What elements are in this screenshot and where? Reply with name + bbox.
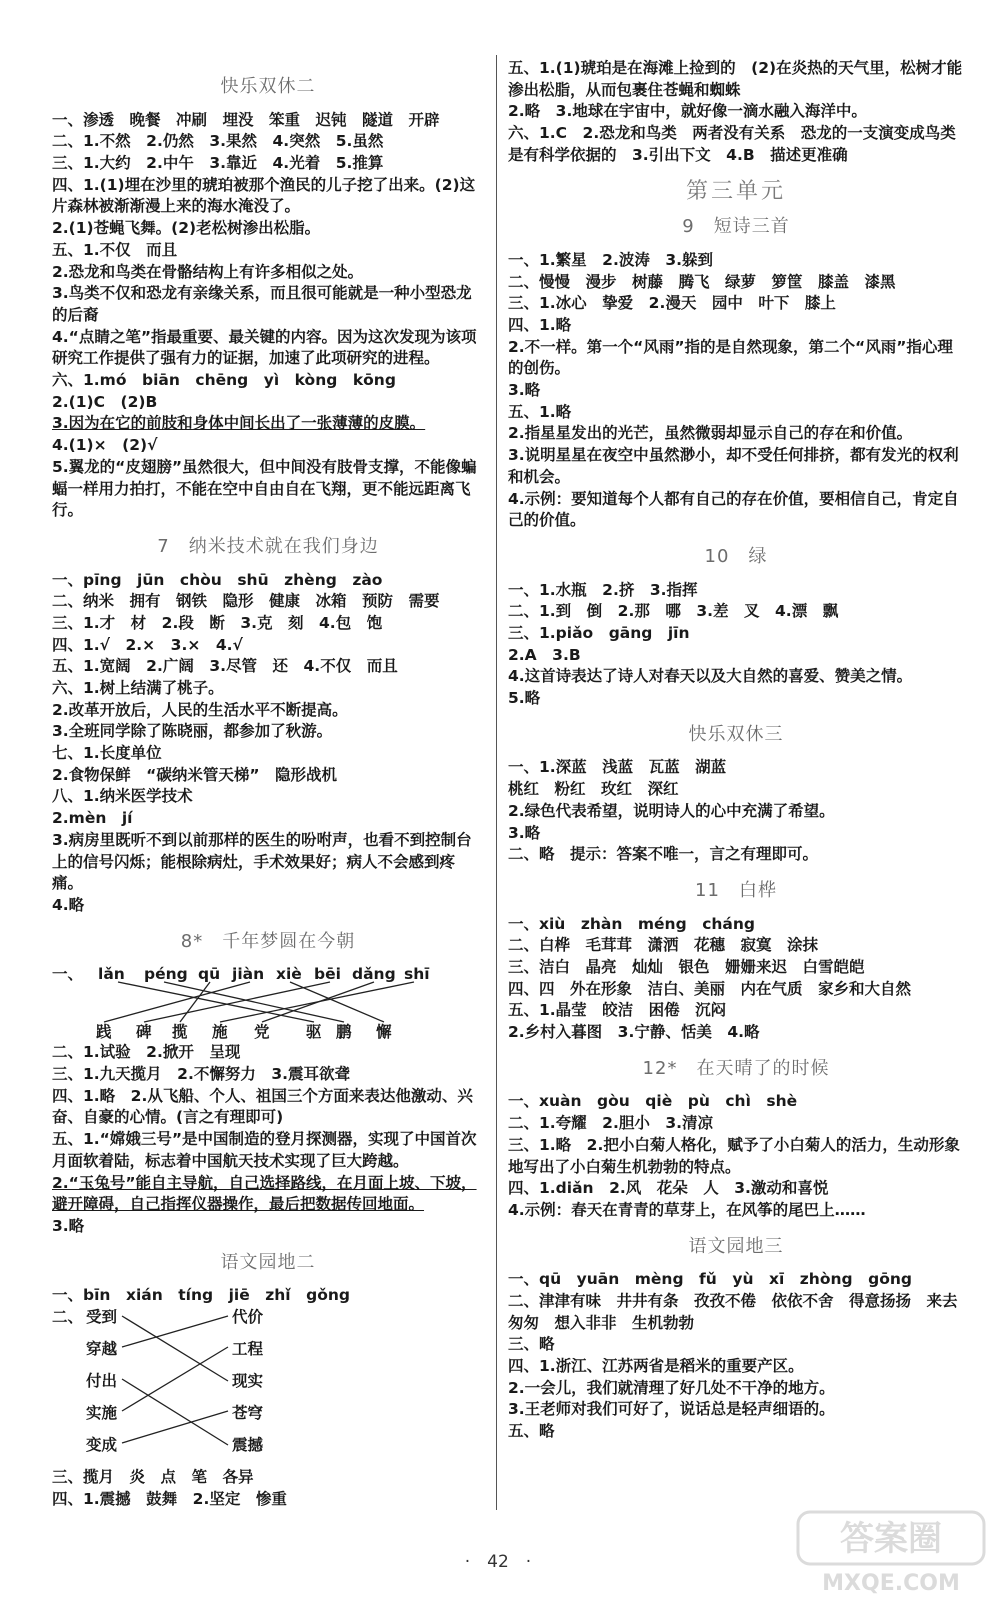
word-item: 穿越 <box>86 1340 118 1359</box>
pinyin-item: shī <box>404 965 430 984</box>
answer-line: 四、1.diǎn 2.风 花朵 人 3.激动和喜悦 <box>508 1179 829 1198</box>
answer-line: 五、1.晶莹 皎洁 困倦 沉闷 <box>508 1001 727 1020</box>
answer-line: 3.略 <box>508 381 541 400</box>
answer-line: 3.略 <box>52 1216 85 1235</box>
section-title: 快乐双休三 <box>688 723 784 745</box>
answer-line: 四、1.(1)埋在沙里的琥珀被那个渔民的儿子挖了出来。(2)这片森林被渐渐漫上来的海水淹没了。 <box>52 175 476 216</box>
char-item: 懈 <box>376 1023 392 1042</box>
section-title: 语文园地三 <box>688 1235 784 1257</box>
answer-line: 4.(1)× (2)√ <box>52 436 158 455</box>
match-line <box>180 982 210 1022</box>
answer-line: 二、慢慢 漫步 树藤 腾飞 绿萝 箩筐 膝盖 漆黑 <box>508 272 896 291</box>
answer-line: 五、1.略 <box>508 402 572 421</box>
answer-line: 3.全班同学除了陈晓丽，都参加了秋游。 <box>52 722 333 741</box>
right-column <box>508 58 964 1443</box>
svg-text:答案圈: 答案圈 <box>840 1519 942 1559</box>
answer-line: 一、pīng jūn chòu shū zhèng zào <box>52 570 383 589</box>
answer-line: 五、1.(1)琥珀是在海滩上捡到的 (2)在炎热的天气里，松树才能渗出松脂，从而包裹住苍蝇和蜘蛛 <box>508 59 963 99</box>
answer-line: 三、揽月 炎 点 笔 各异 <box>52 1468 254 1487</box>
match-line <box>122 1316 228 1381</box>
answer-line: 二、1.不然 2.仍然 3.果然 4.突然 5.虽然 <box>52 132 384 151</box>
answer-line: 六、1.mó biān chēng yì kòng kōng <box>52 371 396 390</box>
section-title: 语文园地二 <box>220 1251 316 1273</box>
answer-line: 3.说明星星在夜空中虽然渺小，却不受任何排挤，都有发光的权利和机会。 <box>508 446 959 486</box>
section-title: 11 白桦 <box>695 879 777 901</box>
word-item: 实施 <box>86 1404 118 1423</box>
svg-text:MXQE.COM: MXQE.COM <box>822 1571 960 1596</box>
answer-line: 5.略 <box>508 689 541 708</box>
answer-line: 2.改革开放后，人民的生活水平不断提高。 <box>52 700 348 719</box>
match-line <box>104 982 250 1022</box>
answer-line: 一、渗透 晚餐 冲刷 埋没 笨重 迟钝 隧道 开辟 <box>52 110 440 129</box>
char-item: 揽 <box>172 1023 188 1042</box>
answer-line: 桃红 粉红 玫红 深红 <box>508 780 679 799</box>
answer-line: 5.翼龙的“皮翅膀”虽然很大，但中间没有肢骨支撑，不能像蝙蝠一样用力拍打，不能在空中自由自在飞翔，更不能远距离飞行。 <box>52 457 477 520</box>
answer-line: 2.恐龙和鸟类在骨骼结构上有许多相似之处。 <box>52 262 364 281</box>
answer-line: 四、1.略 2.从飞船、个人、祖国三个方面来表达他激动、兴奋、自豪的心情。(言之有理即可) <box>52 1086 473 1127</box>
answer-line: 六、1.树上结满了桃子。 <box>52 679 224 698</box>
answer-line: 三、1.piǎo gāng jīn <box>508 624 690 643</box>
answer-line: 2.mèn jí <box>52 809 133 828</box>
answer-line: 一、xiù zhàn méng cháng <box>508 914 756 933</box>
answer-line: 二、1.试验 2.掀开 呈现 <box>52 1043 241 1062</box>
answer-line: 4.示例：春天在青青的草芽上，在风筝的尾巴上…… <box>508 1200 866 1219</box>
unit-title: 第三单元 <box>685 178 786 204</box>
match-line <box>118 982 314 1022</box>
answer-line: 六、1.C 2.恐龙和鸟类 两者没有关系 恐龙的一支演变成鸟类是有科学依据的 3.引出下文 4.B 描述更准确 <box>508 124 956 164</box>
answer-line: 三、洁白 晶亮 灿灿 银色 姗姗来迟 白雪皑皑 <box>508 958 865 976</box>
match-line <box>122 1379 228 1445</box>
answer-line: 八、1.纳米医学技术 <box>52 787 193 806</box>
pinyin-item: jiàn <box>232 965 265 984</box>
answer-line: 五、1.宽阔 2.广阔 3.尽管 还 4.不仅 而且 <box>52 657 398 676</box>
answer-line: 2.食物保鲜 “碳纳米管天梯” 隐形战机 <box>52 765 338 784</box>
answer-line: 一、qū yuān mèng fǔ yù xī zhòng gōng <box>508 1270 912 1289</box>
answer-line: 4.略 <box>52 895 85 914</box>
answer-line: 2.(1)C (2)B <box>52 392 158 411</box>
section-title: 12* 在天晴了的时候 <box>642 1057 830 1079</box>
char-item: 驱 <box>306 1023 322 1042</box>
answer-line: 四、1.√ 2.× 3.× 4.√ <box>52 635 243 654</box>
answer-line: 一、xuàn gòu qiè pù chì shè <box>508 1092 798 1111</box>
answer-line: 4.这首诗表达了诗人对春天以及大自然的喜爱、赞美之情。 <box>508 667 913 686</box>
answer-line: 二、津津有味 井井有条 孜孜不倦 依依不舍 得意扬扬 来去匆匆 想入非非 生机勃勃 <box>508 1292 958 1332</box>
answer-line: 3.鸟类不仅和恐龙有亲缘关系，而且很可能就是一种小型恐龙的后裔 <box>52 284 472 324</box>
pinyin-item: bēi <box>314 965 341 984</box>
char-item: 党 <box>254 1023 270 1042</box>
answer-line: 七、1.长度单位 <box>52 744 162 763</box>
word-item: 工程 <box>232 1340 264 1359</box>
match-line <box>122 1347 228 1411</box>
pinyin-item: péng <box>144 965 188 984</box>
answer-line: 五、1.“嫦娥三号”是中国制造的登月探测器，实现了中国首次月面软着陆，标志着中国航天技术实现了巨大跨越。 <box>52 1130 477 1170</box>
left-column <box>52 58 484 1510</box>
answer-line: 二、1.夸耀 2.胆小 3.清凉 <box>508 1114 714 1133</box>
answer-line: 3.病房里既听不到以前那样的医生的吩咐声，也看不到控制台上的信号闪烁；能根除病灶，手术效果好；病人不会感到疼痛。 <box>52 830 472 893</box>
answer-line: 二、纳米 拥有 钢铁 隐形 健康 冰箱 预防 需要 <box>52 592 440 611</box>
word-item: 苍穹 <box>232 1404 264 1423</box>
answer-line: 2.绿色代表希望，说明诗人的心中充满了希望。 <box>508 801 835 820</box>
word-item: 震撼 <box>232 1436 264 1455</box>
pinyin-item: qū <box>198 965 221 984</box>
answer-line: 四、1.略 <box>508 315 572 334</box>
answer-line: 四、四 外在形象 洁白、美丽 内在气质 家乡和大自然 <box>508 979 912 998</box>
column-divider <box>496 55 497 1510</box>
section-title: 9 短诗三首 <box>682 216 790 238</box>
answer-line: 2.A 3.B <box>508 645 581 664</box>
answer-line: 2.不一样。第一个“风雨”指的是自然现象，第二个“风雨”指心理的创伤。 <box>508 337 953 378</box>
match-line <box>122 1316 228 1347</box>
pinyin-matching <box>52 964 484 1042</box>
page-number: · 42 · <box>464 1552 532 1572</box>
word-item: 变成 <box>86 1436 118 1455</box>
question-label: 一、 <box>52 965 84 984</box>
answer-line: 二、白桦 毛茸茸 潇洒 花穗 寂寞 涂抹 <box>508 936 819 955</box>
answer-line: 3.王老师对我们可好了，说话总是轻声细语的。 <box>508 1400 835 1419</box>
answer-line: 3.因为在它的前肢和身体中间长出了一张薄薄的皮膜。 <box>52 414 426 433</box>
pinyin-item: dǎng <box>352 965 396 984</box>
answer-line: 一、bīn xián tíng jiē zhǐ gǒng <box>52 1286 350 1305</box>
pinyin-item: xiè <box>276 965 302 984</box>
answer-line: 三、1.大约 2.中午 3.靠近 4.光着 5.推算 <box>52 154 384 173</box>
section-title: 7 纳米技术就在我们身边 <box>157 535 379 557</box>
section-title: 10 绿 <box>704 545 768 567</box>
answer-line: 二、1.到 倒 2.那 哪 3.差 叉 4.漂 飘 <box>508 602 839 621</box>
word-item: 受到 <box>86 1308 118 1327</box>
answer-line: 五、略 <box>508 1422 555 1441</box>
answer-line: 一、1.深蓝 浅蓝 瓦蓝 湖蓝 <box>508 758 727 777</box>
answer-line: 四、1.震撼 鼓舞 2.坚定 惨重 <box>52 1489 287 1508</box>
answer-line: 一、1.繁星 2.波涛 3.躲到 <box>508 250 714 269</box>
answer-line: 2.(1)苍蝇飞舞。(2)老松树渗出松脂。 <box>52 219 321 238</box>
answer-line: 三、1.略 2.把小白菊人格化，赋予了小白菊人的活力，生动形象地写出了小白菊生机勃勃的特点。 <box>508 1135 960 1176</box>
answer-line: 2.“玉兔号”能自主导航，自己选择路线，在月面上坡、下坡，避开障碍，自己指挥仪器操作，最后把数据传回地面。 <box>52 1173 477 1214</box>
answer-line: 三、1.冰心 挚爱 2.漫天 园中 叶下 膝上 <box>508 294 836 313</box>
watermark-logo <box>796 1508 986 1596</box>
char-item: 鹏 <box>336 1023 352 1042</box>
match-line <box>122 1411 228 1443</box>
answer-line: 一、1.水瓶 2.挤 3.指挥 <box>508 580 698 599</box>
answer-line: 三、1.九天揽月 2.不懈努力 3.震耳欲聋 <box>52 1065 351 1084</box>
char-item: 碑 <box>136 1023 152 1042</box>
answer-line: 3.略 <box>508 823 541 842</box>
section-title: 快乐双休二 <box>220 76 316 97</box>
answer-line: 2.乡村入暮图 3.宁静、恬美 4.略 <box>508 1023 760 1042</box>
answer-line: 五、1.不仅 而且 <box>52 240 178 259</box>
word-item: 付出 <box>86 1372 118 1391</box>
answer-line: 二、略 提示：答案不唯一，言之有理即可。 <box>508 845 819 864</box>
answer-line: 三、略 <box>508 1335 555 1354</box>
answer-line: 4.“点睛之笔”指最重要、最关键的内容。因为这次发现为该项研究工作提供了强有力的证据，加速了此项研究的进程。 <box>52 327 477 368</box>
pinyin-item: lǎn <box>98 965 125 984</box>
answer-line: 四、1.浙江、江苏两省是稻米的重要产区。 <box>508 1357 804 1376</box>
word-item: 现实 <box>232 1372 264 1391</box>
answer-line: 三、1.才 材 2.段 断 3.克 刻 4.包 饱 <box>52 613 383 632</box>
answer-line: 4.示例：要知道每个人都有自己的存在价值，要相信自己，肯定自己的价值。 <box>508 489 959 530</box>
char-item: 施 <box>212 1023 228 1042</box>
char-item: 践 <box>96 1023 112 1042</box>
answer-line: 2.一会儿，我们就清理了好几处不干净的地方。 <box>508 1378 835 1397</box>
match-line <box>144 982 330 1022</box>
answer-line: 2.略 3.地球在宇宙中，就好像一滴水融入海洋中。 <box>508 102 867 121</box>
section-title: 8* 千年梦圆在今朝 <box>180 930 356 952</box>
question-label: 二、 <box>52 1308 84 1327</box>
word-matching <box>52 1307 484 1467</box>
word-item: 代价 <box>232 1308 264 1327</box>
answer-line: 2.指星星发出的光芒，虽然微弱却显示自己的存在和价值。 <box>508 424 913 443</box>
